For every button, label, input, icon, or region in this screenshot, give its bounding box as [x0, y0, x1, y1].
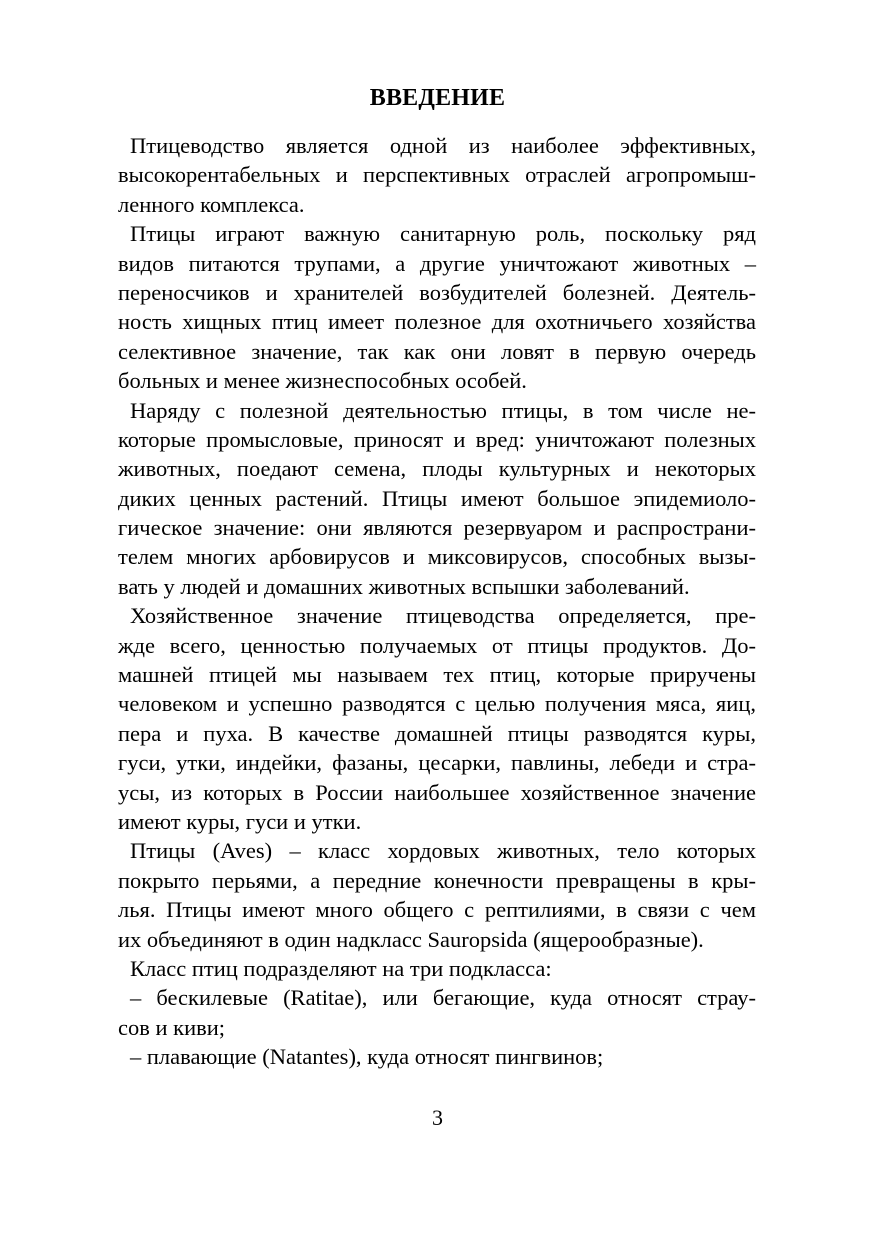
text-line: Класс птиц подразделяют на три подкласса:	[130, 955, 552, 981]
text-line: гуси, утки, индейки, фазаны, цесарки, павлины, лебеди и стра-	[118, 750, 756, 776]
text-line: машней птицей мы называем тех птиц, которые приручены	[118, 662, 756, 688]
text-line: жде всего, ценностью получаемых от птицы продуктов. До-	[118, 632, 756, 658]
text-line: Птицы (Aves) – класс хордовых животных, тело которых	[130, 838, 756, 864]
text-line: – плавающие (Natantes), куда относят пингвинов;	[130, 1044, 604, 1070]
text-line: человеком и успешно разводятся с целью получения мяса, яиц,	[118, 691, 756, 717]
text-line: телем многих арбовирусов и миксовирусов, способных вызы-	[118, 544, 756, 570]
text-line: животных, поедают семена, плоды культурных и некоторых	[118, 456, 756, 482]
text-line: лья. Птицы имеют много общего с рептилиями, в связи с чем	[118, 897, 756, 923]
text-line: селективное значение, так как они ловят в первую очередь	[118, 338, 756, 364]
text-line: имеют куры, гуси и утки.	[118, 808, 362, 834]
text-line: которые промысловые, приносят и вред: уничтожают полезных	[118, 426, 756, 452]
text-line: – бескилевые (Ratitae), или бегающие, куда относят страу-	[130, 985, 756, 1011]
paragraph	[118, 954, 756, 983]
text-line: гическое значение: они являются резервуаром и распространи-	[118, 515, 756, 541]
text-line: ленного комплекса.	[118, 191, 305, 217]
body-text	[118, 131, 756, 1072]
page-number: 3	[432, 1105, 443, 1130]
text-line: Наряду с полезной деятельностью птицы, в том числе не-	[130, 397, 756, 423]
paragraph	[118, 219, 756, 395]
text-line: ность хищных птиц имеет полезное для охотничьего хозяйства	[118, 309, 756, 335]
list-item	[118, 983, 756, 1042]
text-line: вать у людей и домашних животных вспышки заболеваний.	[118, 573, 690, 599]
text-line: пера и пуха. В качестве домашней птицы разводятся куры,	[118, 720, 756, 746]
list-item	[118, 1042, 756, 1071]
text-line: покрыто перьями, а передние конечности превращены в кры-	[118, 867, 756, 893]
paragraph	[118, 601, 756, 836]
text-line: их объединяют в один надкласс Sauropsida (ящерообразные).	[118, 926, 704, 952]
text-line: переносчиков и хранителей возбудителей болезней. Деятель-	[118, 279, 756, 305]
chapter-title: ВВЕДЕНИЕ	[369, 85, 506, 111]
paragraph	[118, 836, 756, 954]
text-line: Хозяйственное значение птицеводства определяется, пре-	[130, 603, 756, 629]
text-line: усы, из которых в России наибольшее хозяйственное значение	[118, 779, 756, 805]
paragraph	[118, 131, 756, 219]
text-line: сов и киви;	[118, 1014, 226, 1040]
text-line: Птицеводство является одной из наиболее эффективных,	[130, 133, 756, 158]
text-line: видов питаются трупами, а другие уничтожают животных –	[118, 250, 756, 276]
text-line: Птицы играют важную санитарную роль, поскольку ряд	[130, 221, 756, 247]
text-line: высокорентабельных и перспективных отраслей агропромыш-	[118, 162, 756, 188]
paragraph	[118, 396, 756, 602]
text-line: диких ценных растений. Птицы имеют большое эпидемиоло-	[118, 485, 756, 511]
text-line: больных и менее жизнеспособных особей.	[118, 368, 527, 394]
